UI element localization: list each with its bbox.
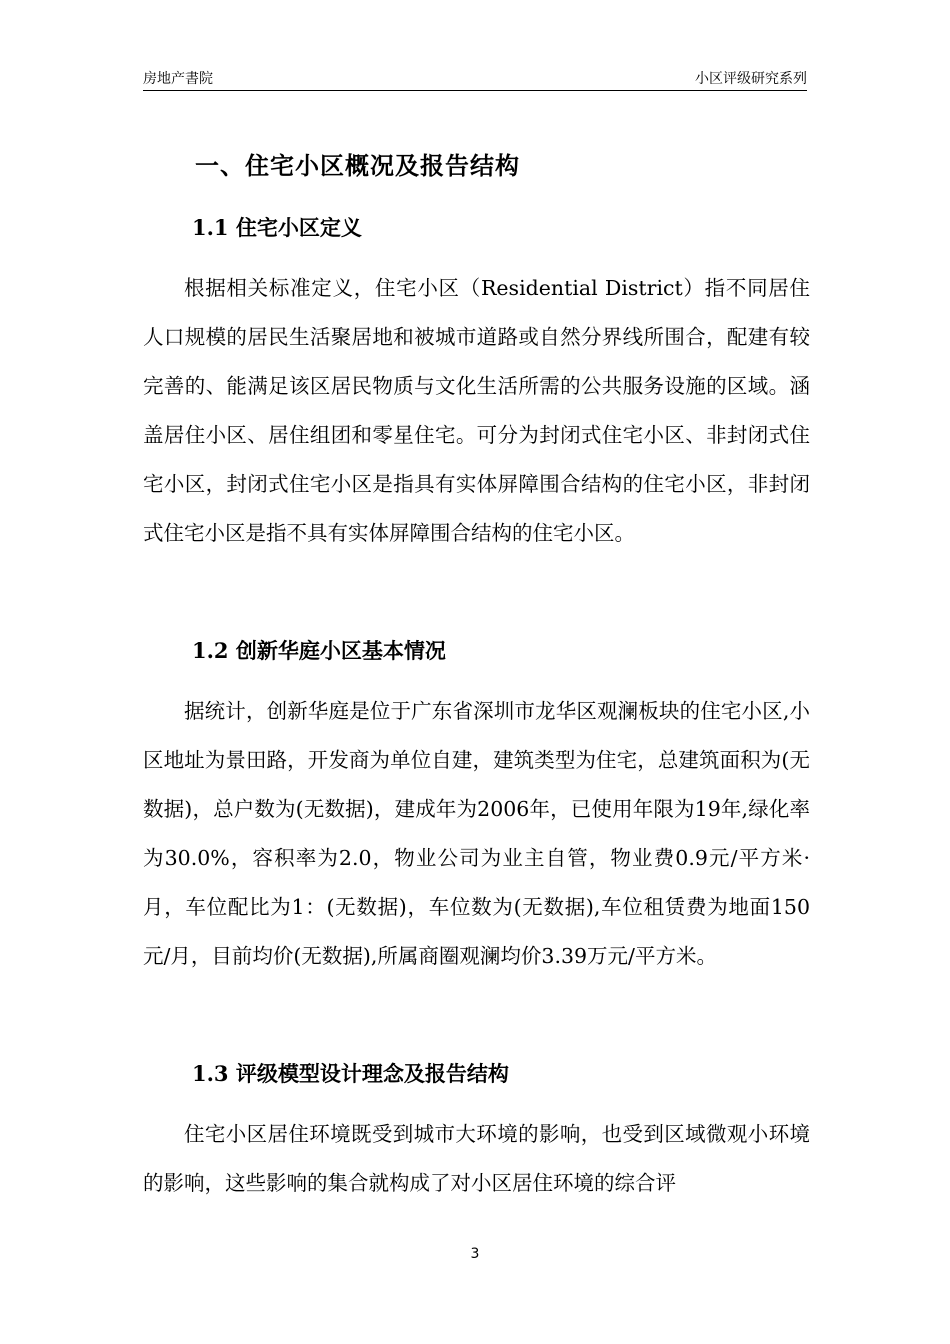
paragraph-model-design: 住宅小区居住环境既受到城市大环境的影响，也受到区域微观小环境的影响，这些影响的集合就构成了对小区居住环境的综合评 [143,1122,810,1195]
subsection-title-1-3: 1.3 评级模型设计理念及报告结构 [192,1061,509,1086]
section-title: 一、住宅小区概况及报告结构 [195,151,520,180]
header-publisher: 房地产書院 [143,71,213,87]
subsection-title-1-2: 1.2 创新华庭小区基本情况 [192,638,446,663]
page-number: 3 [470,1246,480,1262]
header-series-title: 小区评级研究系列 [695,71,807,87]
subsection-title-1-1: 1.1 住宅小区定义 [192,215,362,240]
paragraph-basic-info: 据统计，创新华庭是位于广东省深圳市龙华区观澜板块的住宅小区,小区地址为景田路，开发商为单位自建，建筑类型为住宅，总建筑面积为(无数据)，总户数为(无数据)，建成年为2006年，已使用年限为19年,绿化率为30.0%，容积率为2.0，物业公司为业主自管，物业费0.9元/平方米·月，车位配比为1：(无数据)，车位数为(无数据),车位租赁费为地面150元/月，目前均价(无数据),所属商圈观澜均价3.39万元/平方米。 [143,699,810,968]
page-header [143,66,807,91]
paragraph-definition: 根据相关标准定义，住宅小区（Residential District）指不同居住人口规模的居民生活聚居地和被城市道路或自然分界线所围合，配建有较完善的、能满足该区居民物质与文化生活所需的公共服务设施的区域。涵盖居住小区、居住组团和零星住宅。可分为封闭式住宅小区、非封闭式住宅小区，封闭式住宅小区是指具有实体屏障围合结构的住宅小区，非封闭式住宅小区是指不具有实体屏障围合结构的住宅小区。 [143,276,810,545]
